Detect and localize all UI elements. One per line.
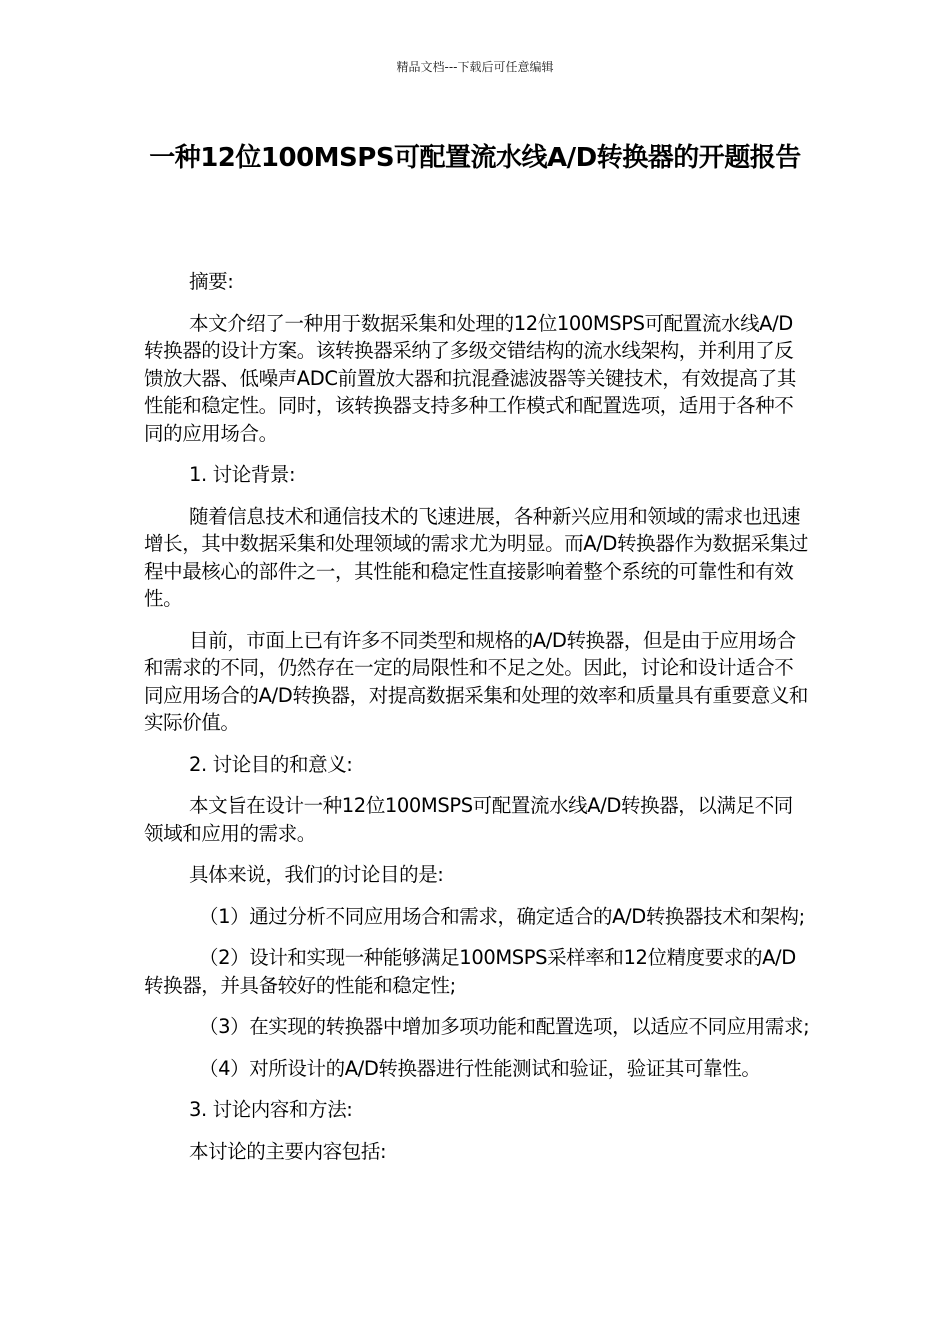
section-heading-background: 1. 讨论背景: — [189, 463, 296, 486]
purpose-item-3: （3）在实现的转换器中增加多项功能和配置选项，以适应不同应用需求; — [199, 1015, 810, 1038]
methods-paragraph-1: 本讨论的主要内容包括: — [189, 1139, 387, 1163]
background-paragraph-2: 目前，市面上已有许多不同类型和规格的A/D转换器，但是由于应用场合和需求的不同，仍然存在一定的局限性和不足之处。因此，讨论和设计适合不同应用场合的A/D转换器，对提高数据采集和处理的效率和质量具有重要意义和实际价值。 — [144, 628, 809, 734]
purpose-item-1: （1）通过分析不同应用场合和需求，确定适合的A/D转换器技术和架构; — [199, 904, 805, 928]
purpose-item-2: （2）设计和实现一种能够满足100MSPS采样率和12位精度要求的A/D转换器，并具备较好的性能和稳定性; — [144, 946, 796, 997]
section-heading-methods: 3. 讨论内容和方法: — [189, 1098, 353, 1121]
abstract-paragraph: 本文介绍了一种用于数据采集和处理的12位100MSPS可配置流水线A/D转换器的设计方案。该转换器采纳了多级交错结构的流水线架构，并利用了反馈放大器、低噪声ADC前置放大器和抗混叠滤波器等关键技术，有效提高了其性能和稳定性。同时，该转换器支持多种工作模式和配置选项，适用于各种不同的应用场合。 — [144, 311, 796, 445]
document-body — [144, 268, 810, 1179]
purpose-paragraph-1: 本文旨在设计一种12位100MSPS可配置流水线A/D转换器，以满足不同领域和应用的需求。 — [144, 794, 793, 845]
background-paragraph-1: 随着信息技术和通信技术的飞速进展，各种新兴应用和领域的需求也迅速增长，其中数据采集和处理领域的需求尤为明显。而A/D转换器作为数据采集过程中最核心的部件之一，其性能和稳定性直接影响着整个系统的可靠性和有效性。 — [144, 504, 809, 610]
abstract-heading: 摘要: — [189, 270, 234, 293]
document-title: 一种12位100MSPS可配置流水线A/D转换器的开题报告 — [149, 143, 801, 173]
section-heading-purpose: 2. 讨论目的和意义: — [189, 752, 353, 776]
purpose-paragraph-2: 具体来说，我们的讨论目的是: — [189, 863, 444, 886]
purpose-item-4: （4）对所设计的A/D转换器进行性能测试和验证，验证其可靠性。 — [199, 1056, 761, 1080]
header-note: 精品文档---下载后可任意编辑 — [396, 60, 554, 74]
